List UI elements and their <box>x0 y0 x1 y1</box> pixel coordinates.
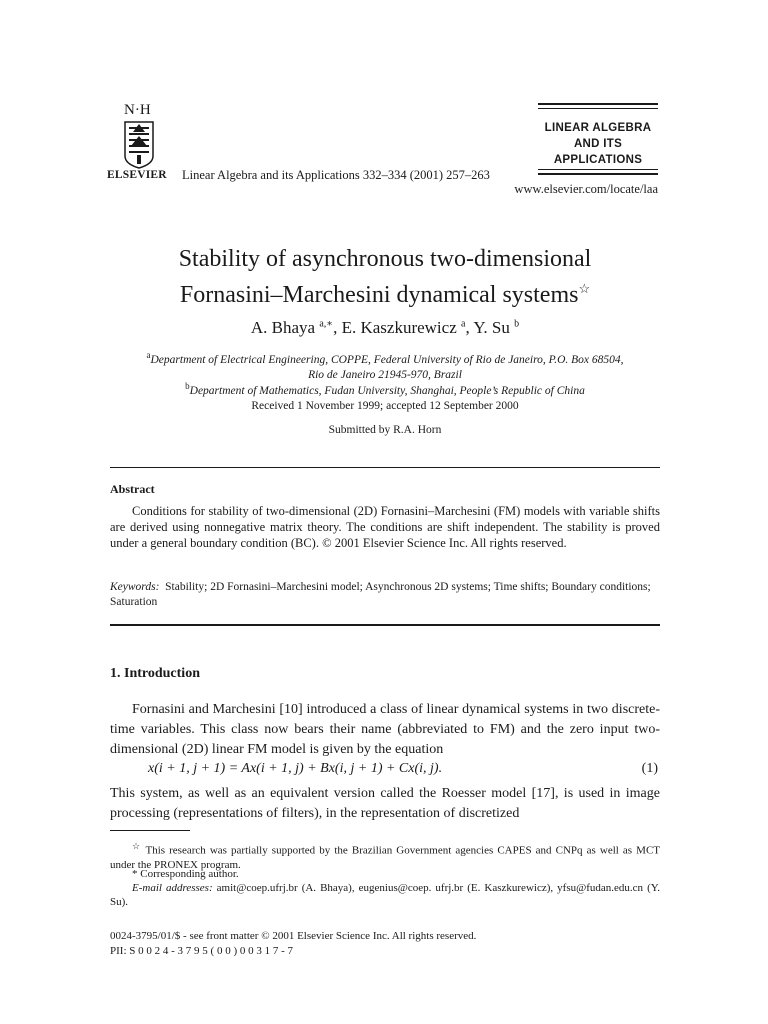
author-list: A. Bhaya $^{a,∗}$, E. Kaszkurewicz $^a$, Y. Su $^b$ <box>250 318 520 337</box>
footnote-corresponding: * Corresponding author. <box>132 868 239 880</box>
footnote-mark: * <box>132 868 138 880</box>
affiliation-b: $^b$Department of Mathematics, Fudan University, Shanghai, People’s Republic of China <box>185 381 585 397</box>
equation-number: (1) <box>641 761 658 776</box>
author-affiliation-mark: b <box>514 318 520 330</box>
journal-box-rule <box>538 108 658 109</box>
journal-citation: Linear Algebra and its Applications 332–334 (2001) 257–263 <box>182 168 490 182</box>
equation: x(i + 1, j + 1) = Ax(i + 1, j) + Bx(i, j + 1) + Cx(i, j). <box>148 761 443 776</box>
section-heading: 1. Introduction <box>110 666 200 681</box>
affiliation-mark: b <box>185 381 190 391</box>
email-list: amit@coep.ufrj.br (A. Bhaya), eugenius@coep. ufrj.br (E. Kaszkurewicz), yfsu@fudan.edu.cn (Y. Su). <box>110 882 661 908</box>
keywords-label: Keywords: <box>110 581 160 593</box>
footnote-emails <box>110 881 660 909</box>
keywords <box>110 580 660 610</box>
affiliation-line: $^a$Department of Electrical Engineering, COPPE, Federal University of Rio de Janeiro, P.O. Box 68504, <box>146 350 624 366</box>
author-name: A. Bhaya <box>250 318 316 337</box>
keywords-list: Stability; 2D Fornasini–Marchesini model; Asynchronous 2D systems; Time shifts; Boundary conditions; Saturation <box>110 581 651 608</box>
publisher-name: ELSEVIER <box>107 169 167 181</box>
journal-name-box <box>538 120 658 168</box>
journal-name-line: APPLICATIONS <box>553 154 643 166</box>
footnote-mark: ☆ <box>132 841 142 851</box>
author-name: Y. Su <box>473 318 510 337</box>
abstract-heading: Abstract <box>110 482 155 496</box>
affiliation-a <box>110 348 660 383</box>
journal-name-line: AND ITS <box>573 138 623 150</box>
affiliation-line: Rio de Janeiro 21945-970, Brazil <box>308 368 462 381</box>
journal-box-rule <box>538 169 658 170</box>
logo-nh-text: N·H <box>124 102 151 118</box>
received-dates: Received 1 November 1999; accepted 12 September 2000 <box>251 400 519 412</box>
copyright-line: 0024-3795/01/$ - see front matter © 2001 Elsevier Science Inc. All rights reserved. <box>110 930 477 942</box>
abstract-bottom-rule <box>110 624 660 626</box>
footnote-rule <box>110 830 190 831</box>
submitted-by: Submitted by R.A. Horn <box>328 424 442 436</box>
paper-title <box>110 244 660 310</box>
journal-box-rule <box>538 103 658 105</box>
abstract-text: Conditions for stability of two-dimensional (2D) Fornasini–Marchesini (FM) models with variable shifts are derived using nonnegative matrix theory. The conditions are shift independent. The stability is proved under a general boundary condition (BC). © 2001 Elsevier Science Inc. All rights reserved. <box>110 504 660 550</box>
author-affiliation-mark: a,∗ <box>319 318 334 330</box>
journal-url[interactable]: www.elsevier.com/locate/laa <box>514 182 658 196</box>
footnote-funding: ☆ This research was partially supported by the Brazilian Government agencies CAPES and CNPq as well as MCT under the PRONEX program. <box>110 841 660 871</box>
affiliation-mark: a <box>146 350 151 360</box>
title-line: Fornasini–Marchesini dynamical systems☆ <box>179 281 591 308</box>
abstract-top-rule <box>110 467 660 468</box>
journal-name-line: LINEAR ALGEBRA <box>544 122 652 134</box>
pii-line: PII: S 0 0 2 4 - 3 7 9 5 ( 0 0 ) 0 0 3 1 7 - 7 <box>110 945 294 957</box>
body-paragraph: This system, as well as an equivalent version called the Roesser model [17], is used in image processing (representations of filters), in the representation of discretized <box>110 786 660 821</box>
journal-box-rule <box>538 173 658 175</box>
body-paragraph: Fornasini and Marchesini [10] introduced a class of linear dynamical systems in two discrete-time variables. This class now bears their name (abbreviated to FM) and the zero input two-dimensional (2D) linear FM model is given by the equation <box>110 702 660 757</box>
author-affiliation-mark: a <box>461 318 466 330</box>
title-line: Stability of asynchronous two-dimensional <box>178 246 592 272</box>
email-label: E-mail addresses: <box>132 882 213 894</box>
title-footnote-mark: ☆ <box>578 281 591 296</box>
author-name: E. Kaszkurewicz <box>341 318 457 337</box>
